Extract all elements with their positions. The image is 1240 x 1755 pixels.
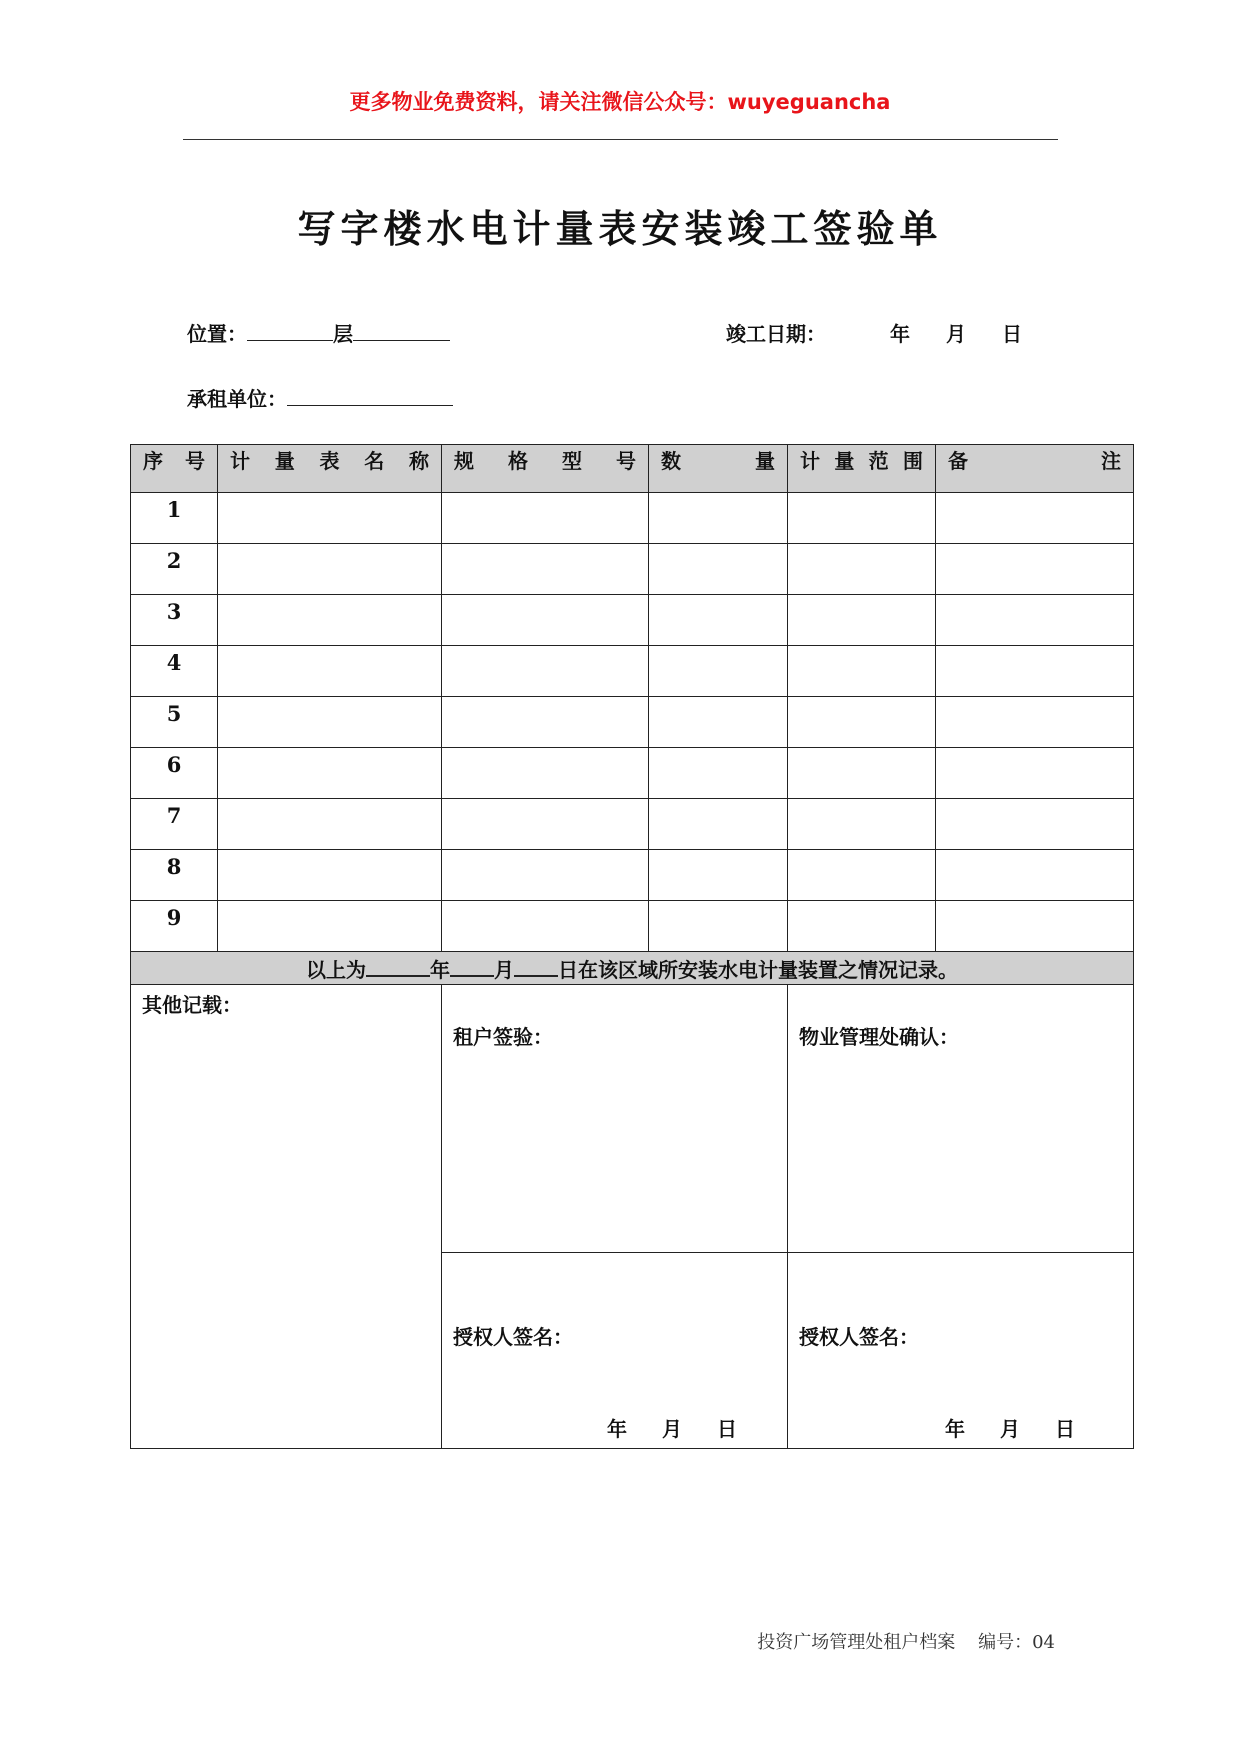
col-header-char: 量 bbox=[755, 449, 775, 473]
note-suffix: 日在该区域所安装水电计量装置之情况记录。 bbox=[558, 957, 958, 982]
col-header-char: 围 bbox=[902, 449, 923, 473]
completion-date-field bbox=[726, 318, 1022, 347]
cell-spec[interactable] bbox=[442, 595, 649, 646]
table-row bbox=[131, 697, 1134, 748]
col-header-no bbox=[131, 445, 218, 493]
tenant-check-cell[interactable] bbox=[442, 985, 788, 1253]
cell-range[interactable] bbox=[788, 493, 936, 544]
cell-remark[interactable] bbox=[936, 901, 1134, 952]
note-month-blank[interactable] bbox=[450, 957, 494, 977]
col-header-char: 名 bbox=[364, 449, 385, 473]
mgmt-sign-day: 日 bbox=[1055, 1417, 1075, 1441]
location-label: 位置： bbox=[187, 322, 247, 346]
mgmt-sign-year: 年 bbox=[945, 1417, 965, 1441]
cell-name[interactable] bbox=[218, 493, 442, 544]
completion-year-label: 年 bbox=[890, 322, 910, 346]
table-row bbox=[131, 901, 1134, 952]
cell-remark[interactable] bbox=[936, 799, 1134, 850]
row-number: 1 bbox=[131, 493, 218, 544]
signature-row bbox=[131, 985, 1134, 1253]
mgmt-authorized-cell[interactable] bbox=[788, 1253, 1134, 1449]
col-header-char: 注 bbox=[1101, 449, 1121, 473]
cell-spec[interactable] bbox=[442, 697, 649, 748]
col-header-char: 号 bbox=[185, 449, 205, 473]
tenant-label: 承租单位： bbox=[187, 387, 287, 411]
row-number: 7 bbox=[131, 799, 218, 850]
cell-name[interactable] bbox=[218, 646, 442, 697]
cell-qty[interactable] bbox=[649, 748, 788, 799]
col-header-char: 格 bbox=[508, 449, 528, 473]
table-row bbox=[131, 850, 1134, 901]
location-field bbox=[187, 318, 450, 347]
cell-qty[interactable] bbox=[649, 901, 788, 952]
header-divider bbox=[183, 139, 1058, 140]
cell-spec[interactable] bbox=[442, 799, 649, 850]
cell-spec[interactable] bbox=[442, 646, 649, 697]
record-note-row bbox=[131, 952, 1134, 985]
cell-spec[interactable] bbox=[442, 748, 649, 799]
col-header-char: 范 bbox=[868, 449, 889, 473]
table-row bbox=[131, 595, 1134, 646]
cell-remark[interactable] bbox=[936, 595, 1134, 646]
mgmt-sign-date bbox=[945, 1413, 1075, 1442]
cell-name[interactable] bbox=[218, 799, 442, 850]
floor-label: 层 bbox=[333, 322, 353, 346]
col-header-char: 规 bbox=[454, 449, 474, 473]
mgmt-sign-month: 月 bbox=[1000, 1417, 1020, 1441]
cell-range[interactable] bbox=[788, 697, 936, 748]
cell-name[interactable] bbox=[218, 901, 442, 952]
cell-name[interactable] bbox=[218, 748, 442, 799]
meter-table bbox=[130, 444, 1134, 1449]
note-year-label: 年 bbox=[430, 957, 450, 982]
col-header-char: 数 bbox=[661, 449, 681, 473]
col-header-spec bbox=[442, 445, 649, 493]
row-number: 6 bbox=[131, 748, 218, 799]
cell-range[interactable] bbox=[788, 799, 936, 850]
row-number: 3 bbox=[131, 595, 218, 646]
col-header-char: 量 bbox=[274, 449, 295, 473]
cell-range[interactable] bbox=[788, 646, 936, 697]
other-records-label: 其他记载： bbox=[142, 993, 242, 1017]
footer-code-label: 编号： bbox=[978, 1632, 1033, 1653]
cell-spec[interactable] bbox=[442, 493, 649, 544]
note-prefix: 以上为 bbox=[306, 957, 366, 982]
footer bbox=[0, 1628, 1055, 1654]
cell-range[interactable] bbox=[788, 901, 936, 952]
cell-range[interactable] bbox=[788, 748, 936, 799]
location-blank[interactable] bbox=[247, 320, 333, 341]
tenant-sign-date bbox=[607, 1413, 737, 1442]
cell-spec[interactable] bbox=[442, 901, 649, 952]
tenant-field bbox=[187, 383, 453, 412]
col-header-char: 序 bbox=[143, 449, 163, 473]
tenant-sign-month: 月 bbox=[662, 1417, 682, 1441]
row-number: 9 bbox=[131, 901, 218, 952]
record-note bbox=[131, 952, 1134, 985]
mgmt-authorized-label: 授权人签名： bbox=[799, 1325, 919, 1349]
cell-name[interactable] bbox=[218, 595, 442, 646]
cell-remark[interactable] bbox=[936, 748, 1134, 799]
cell-qty[interactable] bbox=[649, 799, 788, 850]
cell-range[interactable] bbox=[788, 544, 936, 595]
row-number: 5 bbox=[131, 697, 218, 748]
mgmt-confirm-label: 物业管理处确认： bbox=[799, 1025, 959, 1049]
col-header-char: 称 bbox=[409, 449, 429, 473]
col-header-char: 备 bbox=[948, 449, 968, 473]
completion-date-label: 竣工日期： bbox=[726, 322, 826, 346]
cell-qty[interactable] bbox=[649, 493, 788, 544]
tenant-authorized-cell[interactable] bbox=[442, 1253, 788, 1449]
cell-remark[interactable] bbox=[936, 493, 1134, 544]
tenant-sign-year: 年 bbox=[607, 1417, 627, 1441]
cell-name[interactable] bbox=[218, 850, 442, 901]
note-day-blank[interactable] bbox=[514, 957, 558, 977]
col-header-name bbox=[218, 445, 442, 493]
document-title: 写字楼水电计量表安装竣工签验单 bbox=[297, 206, 943, 251]
cell-remark[interactable] bbox=[936, 646, 1134, 697]
col-header-char: 量 bbox=[834, 449, 855, 473]
cell-qty[interactable] bbox=[649, 595, 788, 646]
note-year-blank[interactable] bbox=[366, 957, 430, 977]
table-row bbox=[131, 544, 1134, 595]
col-header-remark bbox=[936, 445, 1134, 493]
row-number: 8 bbox=[131, 850, 218, 901]
col-header-char: 型 bbox=[562, 449, 582, 473]
note-month-label: 月 bbox=[494, 957, 514, 982]
mgmt-confirm-cell[interactable] bbox=[788, 985, 1134, 1253]
col-header-char: 号 bbox=[616, 449, 636, 473]
promo-header: 更多物业免费资料，请关注微信公众号：wuyeguancha bbox=[349, 90, 891, 114]
cell-name[interactable] bbox=[218, 544, 442, 595]
tenant-check-label: 租户签验： bbox=[453, 1025, 553, 1049]
tenant-blank[interactable] bbox=[287, 385, 453, 406]
floor-blank[interactable] bbox=[353, 320, 450, 341]
completion-day-label: 日 bbox=[1002, 322, 1022, 346]
footer-code: 04 bbox=[1032, 1632, 1055, 1653]
cell-name[interactable] bbox=[218, 697, 442, 748]
col-header-char: 表 bbox=[319, 449, 340, 473]
cell-range[interactable] bbox=[788, 850, 936, 901]
footer-archive-text: 投资广场管理处租户档案 bbox=[757, 1632, 956, 1653]
col-header-qty bbox=[649, 445, 788, 493]
table-row bbox=[131, 748, 1134, 799]
col-header-range bbox=[788, 445, 936, 493]
cell-range[interactable] bbox=[788, 595, 936, 646]
cell-remark[interactable] bbox=[936, 850, 1134, 901]
cell-qty[interactable] bbox=[649, 544, 788, 595]
cell-spec[interactable] bbox=[442, 544, 649, 595]
cell-qty[interactable] bbox=[649, 646, 788, 697]
table-row bbox=[131, 646, 1134, 697]
cell-spec[interactable] bbox=[442, 850, 649, 901]
completion-month-label: 月 bbox=[946, 322, 966, 346]
tenant-sign-day: 日 bbox=[717, 1417, 737, 1441]
tenant-authorized-label: 授权人签名： bbox=[453, 1325, 573, 1349]
cell-qty[interactable] bbox=[649, 850, 788, 901]
cell-qty[interactable] bbox=[649, 697, 788, 748]
row-number: 4 bbox=[131, 646, 218, 697]
table-row bbox=[131, 799, 1134, 850]
table-row bbox=[131, 493, 1134, 544]
table-header bbox=[131, 445, 1134, 493]
row-number: 2 bbox=[131, 544, 218, 595]
cell-remark[interactable] bbox=[936, 544, 1134, 595]
cell-remark[interactable] bbox=[936, 697, 1134, 748]
col-header-char: 计 bbox=[800, 449, 820, 473]
other-records-cell[interactable] bbox=[131, 985, 442, 1449]
col-header-char: 计 bbox=[230, 449, 250, 473]
